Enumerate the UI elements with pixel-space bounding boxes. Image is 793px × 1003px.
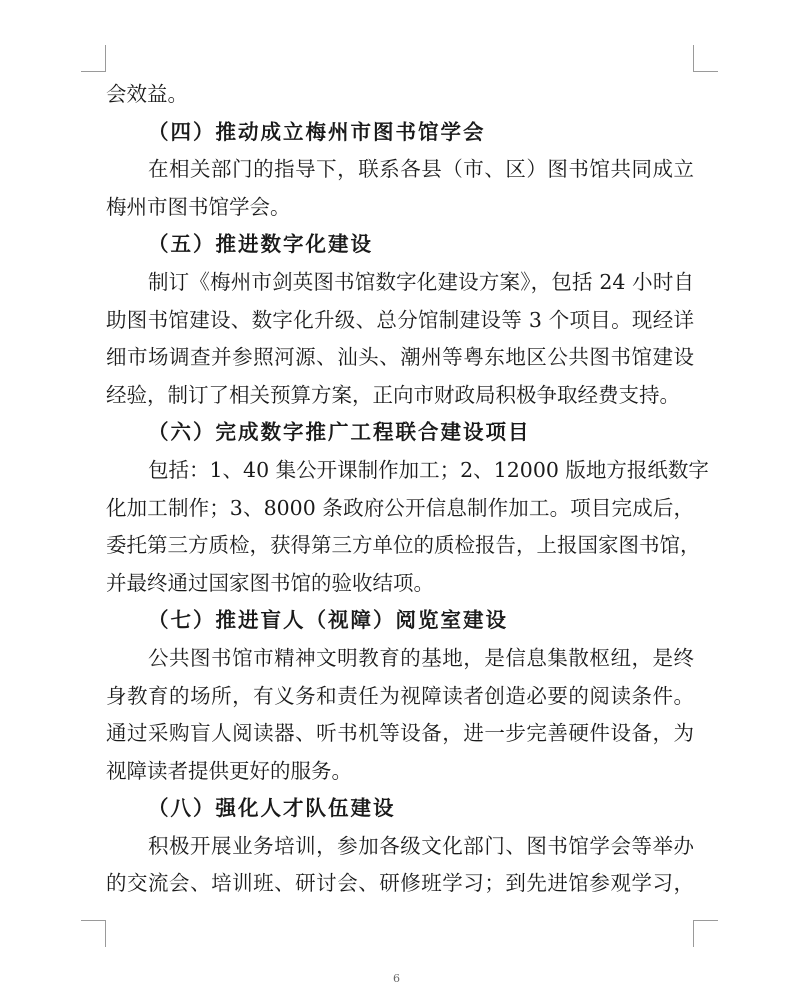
paragraph-line: 积极开展业务培训，参加各级文化部门、图书馆学会等举办 bbox=[148, 833, 694, 858]
page-number: 6 bbox=[393, 972, 400, 985]
paragraph-line: 通过采购盲人阅读器、听书机等设备，进一步完善硬件设备，为 bbox=[106, 721, 694, 746]
section-heading: （六）完成数字推广工程联合建设项目 bbox=[148, 420, 531, 445]
crop-mark-top-left bbox=[81, 45, 106, 72]
paragraph-line: 的交流会、培训班、研讨会、研修班学习；到先进馆参观学习， bbox=[106, 871, 694, 896]
paragraph-line: 会效益。 bbox=[106, 82, 188, 106]
paragraph-line: 委托第三方质检，获得第三方单位的质检报告，上报国家图书馆， bbox=[106, 533, 701, 558]
document-body bbox=[106, 76, 709, 903]
section-heading: （五）推进数字化建设 bbox=[148, 232, 373, 257]
paragraph-line: 公共图书馆市精神文明教育的基地，是信息集散枢纽，是终 bbox=[148, 645, 694, 670]
crop-mark-top-right bbox=[693, 45, 718, 72]
paragraph-line: 身教育的场所，有义务和责任为视障读者创造必要的阅读条件。 bbox=[106, 683, 694, 708]
paragraph-line: 视障读者提供更好的服务。 bbox=[106, 758, 352, 783]
paragraph-line: 梅州市图书馆学会。 bbox=[106, 194, 291, 219]
section-heading: （七）推进盲人（视障）阅览室建设 bbox=[148, 608, 508, 633]
paragraph-line: 制订《梅州市剑英图书馆数字化建设方案》，包括 24 小时自 bbox=[148, 269, 694, 294]
paragraph-line: 在相关部门的指导下，联系各县（市、区）图书馆共同成立 bbox=[148, 157, 694, 182]
paragraph-line: 化加工制作；3、8000 条政府公开信息制作加工。项目完成后， bbox=[106, 495, 694, 520]
paragraph-line: 并最终通过国家图书馆的验收结项。 bbox=[106, 570, 434, 595]
section-heading: （八）强化人才队伍建设 bbox=[148, 796, 396, 821]
paragraph-line: 助图书馆建设、数字化升级、总分馆制建设等 3 个项目。现经详 bbox=[106, 307, 694, 332]
crop-mark-bottom-left bbox=[81, 920, 106, 947]
crop-mark-bottom-right bbox=[693, 920, 718, 947]
paragraph-line: 包括：1、40 集公开课制作加工；2、12000 版地方报纸数字 bbox=[148, 457, 709, 482]
paragraph-line: 经验，制订了相关预算方案，正向市财政局积极争取经费支持。 bbox=[106, 382, 680, 407]
paragraph-line: 细市场调查并参照河源、汕头、潮州等粤东地区公共图书馆建设 bbox=[106, 345, 694, 370]
section-heading: （四）推动成立梅州市图书馆学会 bbox=[148, 119, 486, 144]
